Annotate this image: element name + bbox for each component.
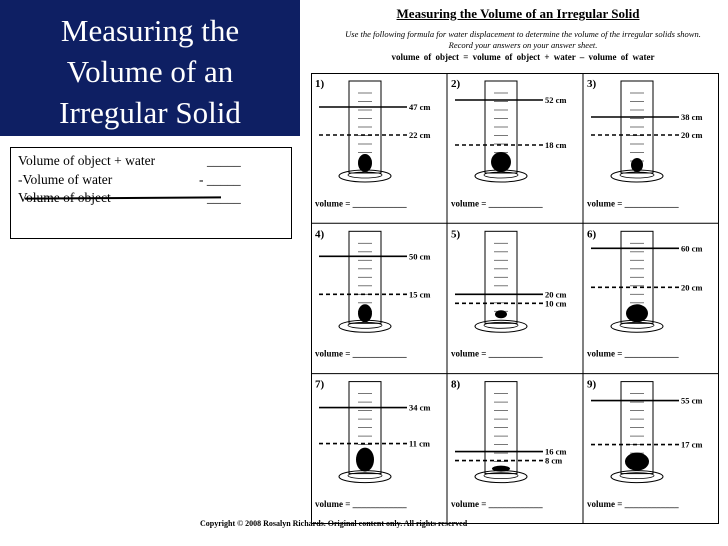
- slide-title-line-2: Volume of an: [66, 54, 234, 89]
- worksheet-instructions: [325, 29, 721, 51]
- upper-level-label: 60 cm: [681, 243, 703, 254]
- upper-level-label: 55 cm: [681, 395, 703, 406]
- lower-level-label: 20 cm: [681, 130, 703, 140]
- upper-level-label: 50 cm: [409, 251, 431, 262]
- problem-number: 9): [587, 378, 597, 391]
- volume-answer-label: volume = ____________: [587, 498, 679, 509]
- lower-level-label: 11 cm: [409, 438, 431, 449]
- problem-number: 6): [587, 228, 597, 241]
- upper-level-label: 20 cm: [545, 289, 567, 300]
- problem-number: 3): [587, 78, 597, 90]
- lower-level-label: 8 cm: [545, 455, 563, 466]
- irregular-object: [625, 453, 649, 471]
- upper-level-label: 16 cm: [545, 446, 567, 457]
- volume-answer-label: volume = ____________: [587, 348, 679, 359]
- formula-blank-3: _____: [207, 190, 241, 205]
- formula-line-3: Volume of object: [18, 190, 111, 205]
- upper-level-label: 38 cm: [681, 112, 703, 122]
- formula-line-1: Volume of object + water: [18, 153, 156, 168]
- problem-number: 1): [315, 78, 325, 90]
- slide-title-line-3: Irregular Solid: [59, 95, 241, 130]
- irregular-object: [626, 304, 648, 322]
- volume-answer-label: volume = ____________: [451, 348, 543, 359]
- worksheet-formula: volume of object = volume of object + water – volume of water: [391, 52, 655, 62]
- formula-box: [10, 147, 292, 239]
- volume-answer-label: volume = ____________: [451, 198, 543, 209]
- slide-title-line-1: Measuring the: [60, 13, 240, 48]
- irregular-object: [491, 152, 511, 172]
- worksheet-instructions-line-1: Use the following formula for water displacement to determine the volume of the irregular solids shown.: [345, 29, 701, 39]
- volume-answer-label: volume = ____________: [315, 498, 407, 509]
- lower-level-label: 15 cm: [409, 289, 431, 300]
- irregular-object: [358, 154, 372, 172]
- volume-answer-label: volume = ____________: [587, 198, 679, 209]
- volume-answer-label: volume = ____________: [451, 498, 543, 509]
- upper-level-label: 52 cm: [545, 95, 567, 105]
- lower-level-label: 18 cm: [545, 140, 567, 150]
- formula-blank-1: _____: [207, 153, 241, 168]
- formula-line-2: -Volume of water: [18, 172, 113, 187]
- strike-line: [25, 196, 221, 199]
- irregular-object: [356, 448, 374, 472]
- irregular-object: [358, 304, 372, 322]
- problem-grid: [311, 73, 719, 524]
- lower-level-label: 17 cm: [681, 439, 703, 450]
- volume-answer-label: volume = ____________: [315, 348, 407, 359]
- problem-number: 2): [451, 78, 461, 90]
- upper-level-label: 47 cm: [409, 102, 431, 112]
- problem-number: 8): [451, 378, 461, 391]
- slide-title-box: [0, 0, 300, 136]
- copyright-text: Copyright © 2008 Rosalyn Richards. Original content only. All rights reserved: [200, 519, 468, 528]
- worksheet-title: Measuring the Volume of an Irregular Solid: [396, 6, 640, 21]
- lower-level-label: 22 cm: [409, 130, 431, 140]
- worksheet-instructions-line-2: Record your answers on your answer sheet.: [448, 40, 598, 50]
- lower-level-label: 20 cm: [681, 282, 703, 293]
- problem-number: 7): [315, 378, 325, 391]
- lower-level-label: 10 cm: [545, 298, 567, 309]
- problem-number: 4): [315, 228, 325, 241]
- volume-answer-label: volume = ____________: [315, 198, 407, 209]
- formula-blank-2: - _____: [199, 172, 241, 187]
- irregular-object: [492, 466, 510, 472]
- upper-level-label: 34 cm: [409, 402, 431, 413]
- problem-number: 5): [451, 228, 461, 241]
- irregular-object: [495, 310, 507, 318]
- irregular-object: [631, 158, 643, 172]
